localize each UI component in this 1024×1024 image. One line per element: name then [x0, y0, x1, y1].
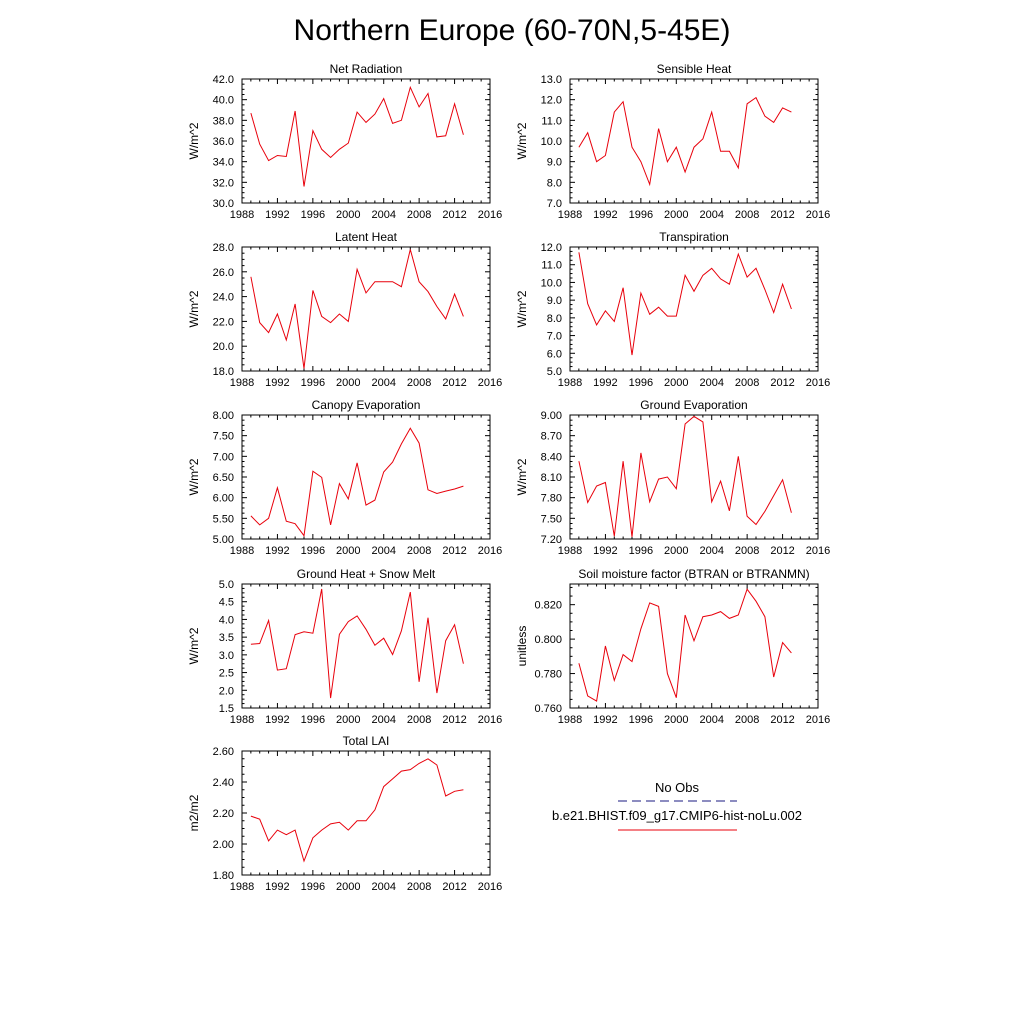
x-tick-label: 2000 — [336, 881, 361, 893]
y-tick-label: 38.0 — [212, 115, 234, 128]
panel-title: Soil moisture factor (BTRAN or BTRANMN) — [578, 567, 810, 581]
x-tick-label: 2012 — [770, 377, 795, 389]
panel-6 — [515, 398, 830, 557]
x-tick-label: 1988 — [557, 545, 583, 557]
x-tick-label: 2012 — [442, 881, 467, 893]
x-tick-label: 2004 — [699, 714, 724, 726]
y-tick-label: 11.0 — [541, 115, 562, 128]
x-tick-label: 2016 — [805, 377, 831, 389]
y-tick-label: 9.00 — [540, 410, 562, 422]
y-tick-label: 6.50 — [212, 472, 234, 484]
x-tick-label: 1996 — [300, 881, 326, 893]
y-tick-label: 13.0 — [540, 74, 562, 86]
x-tick-label: 2016 — [805, 714, 831, 726]
plot-frame — [570, 79, 818, 203]
x-tick-label: 2012 — [442, 209, 467, 221]
x-tick-label: 2008 — [734, 545, 760, 557]
y-tick-label: 10.0 — [540, 136, 562, 148]
series-line-1 — [251, 759, 464, 861]
y-axis-label: W/m^2 — [187, 122, 201, 160]
x-tick-label: 2016 — [477, 881, 503, 893]
y-tick-label: 8.00 — [212, 410, 234, 422]
panel-title: Ground Heat + Snow Melt — [296, 567, 436, 581]
x-tick-label: 1988 — [557, 377, 583, 389]
x-tick-label: 1996 — [300, 714, 326, 726]
x-tick-label: 1988 — [557, 209, 583, 221]
plot-frame — [570, 415, 818, 539]
x-tick-label: 2008 — [406, 209, 432, 221]
x-tick-label: 2016 — [805, 209, 831, 221]
y-tick-label: 7.00 — [212, 451, 234, 464]
series-line-1 — [579, 589, 792, 701]
panel-3 — [187, 230, 502, 389]
y-tick-label: 2.60 — [212, 746, 234, 758]
y-tick-label: 8.0 — [546, 177, 562, 190]
y-axis-label: W/m^2 — [187, 458, 201, 496]
x-tick-label: 1988 — [229, 881, 255, 893]
x-tick-label: 2012 — [770, 545, 795, 557]
x-tick-label: 1992 — [593, 209, 618, 221]
x-tick-label: 1996 — [628, 377, 654, 389]
x-tick-label: 2004 — [371, 209, 396, 221]
y-tick-label: 7.50 — [212, 430, 234, 443]
y-axis-label: W/m^2 — [187, 290, 201, 328]
series-line-1 — [579, 252, 792, 355]
y-tick-label: 4.5 — [218, 596, 234, 609]
y-tick-label: 18.0 — [212, 366, 234, 378]
x-tick-label: 2016 — [477, 714, 503, 726]
plot-frame — [242, 751, 490, 875]
x-tick-label: 2016 — [477, 377, 503, 389]
y-tick-label: 1.5 — [218, 703, 234, 715]
y-tick-label: 8.40 — [540, 451, 562, 464]
y-tick-label: 5.0 — [218, 579, 234, 591]
x-tick-label: 2012 — [442, 377, 467, 389]
x-tick-label: 1992 — [265, 881, 290, 893]
panel-title: Net Radiation — [329, 62, 403, 76]
panel-title: Latent Heat — [334, 230, 398, 244]
x-tick-label: 2016 — [805, 545, 831, 557]
y-tick-label: 24.0 — [212, 291, 234, 304]
y-tick-label: 8.10 — [540, 472, 562, 484]
x-tick-label: 1988 — [229, 714, 255, 726]
y-tick-label: 3.5 — [218, 632, 234, 645]
x-tick-label: 2008 — [406, 377, 432, 389]
panel-5 — [187, 398, 502, 557]
x-tick-label: 2000 — [336, 545, 361, 557]
x-tick-label: 1996 — [628, 209, 654, 221]
legend-label-model: b.e21.BHIST.f09_g17.CMIP6-hist-noLu.002 — [551, 808, 803, 823]
series-line-1 — [251, 589, 464, 698]
y-tick-label: 0.780 — [534, 668, 562, 681]
y-tick-label: 2.5 — [218, 667, 234, 680]
y-tick-label: 9.0 — [546, 295, 562, 308]
y-tick-label: 3.0 — [218, 649, 234, 662]
x-tick-label: 1992 — [265, 209, 290, 221]
series-line-1 — [251, 428, 464, 536]
panel-4 — [515, 230, 830, 389]
y-tick-label: 2.0 — [218, 685, 234, 698]
y-tick-label: 30.0 — [212, 198, 234, 210]
x-tick-label: 2004 — [371, 377, 396, 389]
y-axis-label: W/m^2 — [515, 122, 529, 160]
x-tick-label: 1988 — [229, 209, 255, 221]
y-tick-label: 9.0 — [546, 156, 562, 169]
y-tick-label: 20.0 — [212, 341, 234, 354]
y-tick-label: 6.0 — [546, 348, 562, 361]
plot-frame — [242, 79, 490, 203]
panel-title: Total LAI — [342, 734, 390, 748]
y-tick-label: 7.0 — [546, 330, 562, 343]
panel-title: Transpiration — [659, 230, 729, 244]
x-tick-label: 2008 — [734, 209, 760, 221]
x-tick-label: 1992 — [593, 377, 618, 389]
y-tick-label: 5.0 — [546, 366, 562, 378]
x-tick-label: 2012 — [442, 714, 467, 726]
x-tick-label: 2000 — [336, 377, 361, 389]
y-tick-label: 40.0 — [212, 94, 234, 107]
x-tick-label: 2000 — [664, 377, 689, 389]
legend-label-obs: No Obs — [654, 780, 700, 795]
series-line-1 — [251, 87, 464, 186]
x-tick-label: 2008 — [406, 545, 432, 557]
y-axis-label: m2/m2 — [187, 794, 201, 832]
x-tick-label: 2008 — [734, 714, 760, 726]
y-tick-label: 4.0 — [218, 614, 234, 627]
y-tick-label: 0.760 — [534, 703, 562, 715]
y-tick-label: 11.0 — [541, 259, 562, 272]
x-tick-label: 1988 — [229, 377, 255, 389]
y-tick-label: 7.50 — [540, 513, 562, 526]
y-tick-label: 10.0 — [540, 277, 562, 290]
x-tick-label: 1988 — [557, 714, 583, 726]
x-tick-label: 1996 — [300, 545, 326, 557]
series-line-1 — [579, 416, 792, 537]
y-tick-label: 22.0 — [212, 316, 234, 329]
y-tick-label: 28.0 — [212, 242, 234, 254]
x-tick-label: 1992 — [265, 377, 290, 389]
x-tick-label: 1996 — [300, 209, 326, 221]
x-tick-label: 2004 — [699, 545, 724, 557]
y-tick-label: 7.20 — [540, 534, 562, 546]
panel-8 — [515, 567, 830, 726]
x-tick-label: 2004 — [699, 209, 724, 221]
plot-frame — [242, 584, 490, 708]
x-tick-label: 2012 — [770, 714, 795, 726]
x-tick-label: 1988 — [229, 545, 255, 557]
y-tick-label: 0.820 — [534, 599, 562, 612]
x-tick-label: 2008 — [406, 714, 432, 726]
y-tick-label: 0.800 — [534, 634, 562, 647]
series-line-1 — [251, 250, 464, 369]
x-tick-label: 1996 — [628, 714, 654, 726]
y-tick-label: 1.80 — [212, 870, 234, 882]
plot-frame — [570, 584, 818, 708]
y-tick-label: 42.0 — [212, 74, 234, 86]
panel-7 — [187, 567, 502, 726]
y-tick-label: 2.00 — [212, 839, 234, 851]
x-tick-label: 2012 — [442, 545, 467, 557]
y-tick-label: 7.0 — [546, 198, 562, 210]
figure-title: Northern Europe (60-70N,5-45E) — [293, 14, 731, 47]
x-tick-label: 1992 — [593, 545, 618, 557]
y-tick-label: 36.0 — [212, 136, 234, 148]
panels — [187, 62, 830, 893]
y-tick-label: 26.0 — [212, 266, 234, 279]
x-tick-label: 2008 — [734, 377, 760, 389]
legend — [552, 780, 802, 830]
plot-frame — [242, 415, 490, 539]
y-axis-label: W/m^2 — [515, 458, 529, 496]
y-tick-label: 2.40 — [212, 777, 234, 789]
x-tick-label: 2012 — [770, 209, 795, 221]
series-line-1 — [579, 98, 792, 185]
x-tick-label: 2000 — [664, 714, 689, 726]
x-tick-label: 2004 — [371, 545, 396, 557]
x-tick-label: 1996 — [628, 545, 654, 557]
y-tick-label: 12.0 — [540, 94, 562, 107]
y-tick-label: 6.00 — [212, 492, 234, 505]
y-tick-label: 8.0 — [546, 312, 562, 325]
y-tick-label: 2.20 — [212, 808, 234, 820]
y-tick-label: 5.50 — [212, 513, 234, 526]
x-tick-label: 2004 — [371, 881, 396, 893]
y-axis-label: unitless — [515, 625, 529, 667]
x-tick-label: 1996 — [300, 377, 326, 389]
x-tick-label: 2016 — [477, 545, 503, 557]
x-tick-label: 1992 — [593, 714, 618, 726]
panel-title: Ground Evaporation — [640, 398, 748, 412]
panel-1 — [187, 62, 502, 221]
y-axis-label: W/m^2 — [515, 290, 529, 328]
x-tick-label: 2004 — [371, 714, 396, 726]
plot-frame — [570, 247, 818, 371]
x-tick-label: 2004 — [699, 377, 724, 389]
panel-title: Canopy Evaporation — [311, 398, 421, 412]
plot-frame — [242, 247, 490, 371]
y-tick-label: 5.00 — [212, 534, 234, 546]
x-tick-label: 2000 — [336, 714, 361, 726]
y-tick-label: 32.0 — [212, 177, 234, 190]
x-tick-label: 2008 — [406, 881, 432, 893]
panel-title: Sensible Heat — [656, 62, 732, 76]
y-tick-label: 8.70 — [540, 430, 562, 443]
x-tick-label: 2000 — [664, 209, 689, 221]
x-tick-label: 1992 — [265, 545, 290, 557]
y-tick-label: 34.0 — [212, 156, 234, 169]
x-tick-label: 1992 — [265, 714, 290, 726]
x-tick-label: 2000 — [664, 545, 689, 557]
y-axis-label: W/m^2 — [187, 627, 201, 665]
panel-9 — [187, 734, 502, 893]
x-tick-label: 2016 — [477, 209, 503, 221]
x-tick-label: 2000 — [336, 209, 361, 221]
y-tick-label: 7.80 — [540, 492, 562, 505]
y-tick-label: 12.0 — [540, 242, 562, 254]
panel-2 — [515, 62, 830, 221]
